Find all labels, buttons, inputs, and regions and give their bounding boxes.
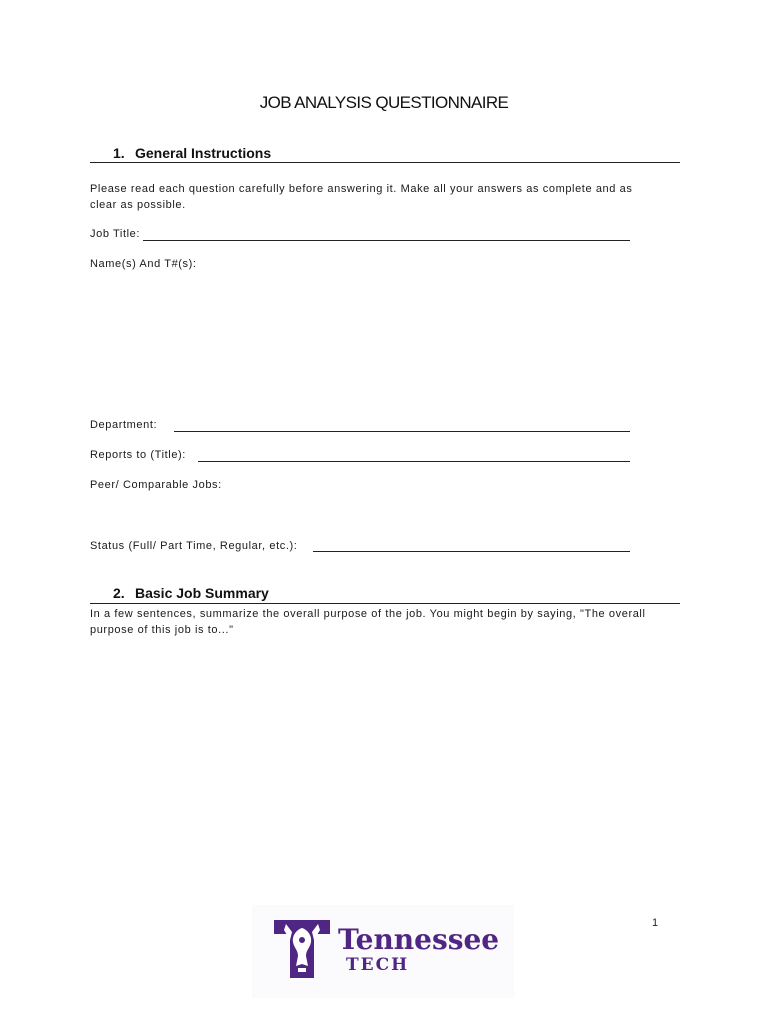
section-1-rule [90,162,680,163]
section-2-heading: Basic Job Summary [135,585,269,601]
section-2-rule [90,603,680,604]
instructions-line-2: clear as possible. [90,199,186,211]
job-title-field[interactable] [143,240,630,241]
reports-to-label: Reports to (Title): [90,449,186,461]
job-title-label: Job Title: [90,228,141,240]
names-label: Name(s) And T#(s): [90,258,197,270]
tennessee-tech-logo [252,905,514,998]
section-1-number: 1. [113,145,125,161]
summary-line-1: In a few sentences, summarize the overall purpose of the job. You might begin by saying, "The overall [90,608,646,620]
section-1-heading: General Instructions [135,145,272,161]
summary-line-2: purpose of this job is to..." [90,624,234,636]
tech-shield-icon [274,920,330,978]
department-field[interactable] [174,431,630,432]
logo-name-line-2: TECH [346,955,410,975]
document-title: JOB ANALYSIS QUESTIONNAIRE [259,93,509,112]
page-number: 1 [652,917,659,929]
status-field[interactable] [313,551,630,552]
reports-to-field[interactable] [198,461,630,462]
peer-jobs-label: Peer/ Comparable Jobs: [90,479,222,491]
department-label: Department: [90,419,158,431]
status-label: Status (Full/ Part Time, Regular, etc.): [90,540,298,552]
instructions-line-1: Please read each question carefully before answering it. Make all your answers as complete and as [90,183,633,195]
logo-name-line-1: Tennessee [338,923,500,956]
section-2-number: 2. [113,585,125,601]
